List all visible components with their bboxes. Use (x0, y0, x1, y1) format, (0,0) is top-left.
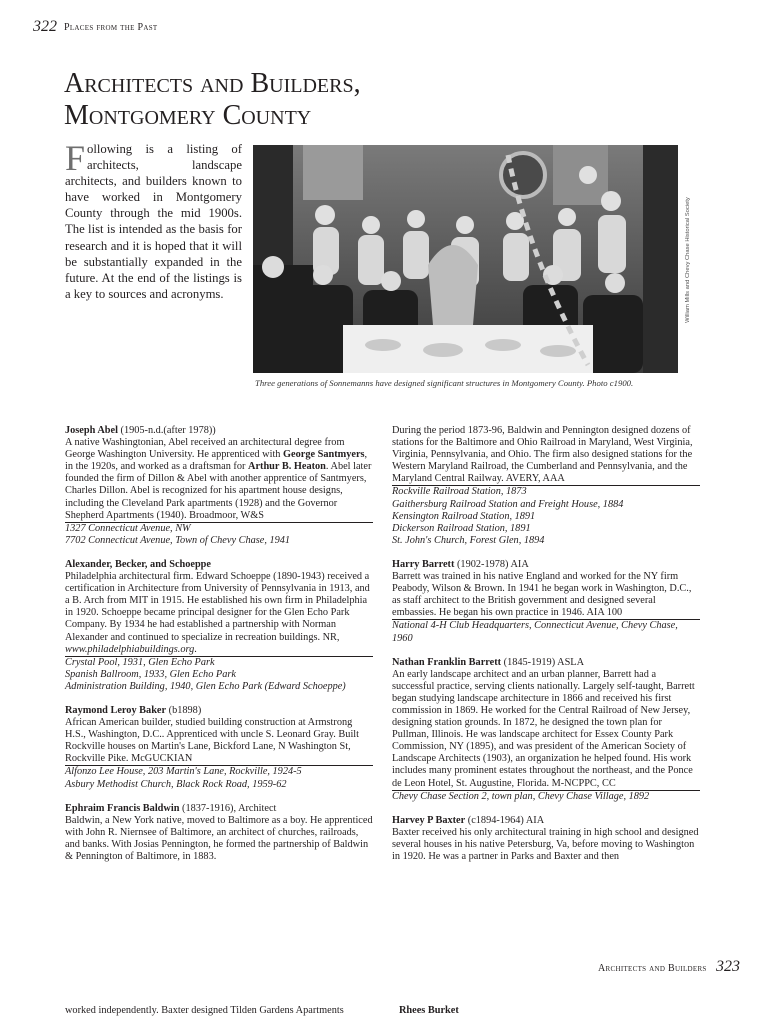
title-line-2: Montgomery County (64, 100, 312, 131)
work-item: Kensington Railroad Station, 1891 (392, 510, 536, 522)
source-url: www.philadelphiabuildings.org (65, 643, 195, 655)
entry-ephraim-baldwin (65, 803, 373, 863)
work-item: 7702 Connecticut Avenue, Town of Chevy Chase, 1941 (65, 534, 291, 546)
entry-text: A native Washingtonian, Abel received an architectural degree from George Washington University. He apprenticed with (65, 437, 345, 461)
entry-text: African American builder, studied building construction at Armstrong H.S., Washington, D.C.. Apprenticed with uncle S. Leonard Gray. Built Rockville houses on Martin's Lane, Bickford Lane, N Washington St, Rockville Pike. McGUCKIAN (65, 717, 360, 765)
work-item: Gaithersburg Railroad Station and Freight House, 1884 (392, 498, 624, 510)
page-number-right: 323 (716, 958, 740, 975)
running-header: Places from the Past (64, 22, 158, 33)
work-item: Alfonzo Lee House, 203 Martin's Lane, Rockville, 1924-5 (65, 766, 302, 778)
works-list (65, 765, 373, 790)
entry-alexander-becker-schoeppe (65, 559, 373, 693)
entry-text: . (194, 643, 197, 655)
entry-text: Baldwin, a New York native, moved to Baltimore as a boy. He apprenticed with John R. Niernsee of Baltimore, an architect of churches, railroads, and banks. With Josias Pennington, he formed the partnership of Baldwin & Pennington of Baltimore, in 1883. (65, 814, 373, 862)
entry-text: Baxter received his only architectural training in high school and designed several houses in his native Petersburg, Va, before moving to Washington in 1920. He was a partner in Parks and Baxter and then (392, 826, 699, 862)
entry-dates: (1837-1916), Architect (179, 802, 277, 814)
work-item: Chevy Chase Section 2, town plan, Chevy Chase Village, 1892 (392, 790, 650, 802)
entry-dates: (1902-1978) AIA (454, 558, 529, 570)
entry-text: . Abel later founded the firm of Dillon & Abel with another apprentice of Santmyers, Charles Dillon. Abel is recognized for his apartment house designs, including the Cleveland Park apartments (1928) and the Governor Shepherd Apartments (1940). Broadmoor, W&S (65, 461, 372, 521)
entry-text: During the period 1873-96, Baldwin and Pennington designed dozens of stations for the Baltimore and Ohio Railroad in Maryland, West Virginia, Virginia, Pennsylvania, and Ohio. The firm also designed stations for the Western Maryland Railroad, the Cumberland and Pennsylvania, and the Maryland Central Railway. AVERY, AAA (392, 425, 693, 485)
entry-baldwin-continued (392, 425, 700, 547)
entry-name: Joseph Abel (65, 425, 118, 436)
right-column (392, 425, 700, 875)
works-list (392, 485, 700, 546)
cross-ref-santmyers: George Santmyers (283, 449, 365, 461)
work-item: 1327 Connecticut Avenue, NW (65, 522, 191, 534)
entry-name: Harry Barrett (392, 558, 455, 570)
work-item: National 4-H Club Headquarters, Connecticut Avenue, Chevy Chase, 1960 (392, 620, 678, 644)
entry-text: , in the 1920s, and worked as a draftsman for (65, 449, 368, 473)
works-list (392, 619, 700, 644)
entry-text: An early landscape architect and an urban planner, Barrett had a successful practice, serving clients nationally. Largely self-taught, Barrett began studying landscape architecture in 1866 and received his first commission in 1869. He worked for the Central Railroad of New Jersey, designing station grounds. In 1872, he designed the town plan for Pullman, Illinois. He was landscape architect for Essex County Park Commission, NY (1895), and was president of the American Society of Landscape Architects (1903), an organization he helped found. His work includes many prominent estates throughout the northeast, and the Ponce de Leon Hotel, St. Augustine, Florida. M-NCPPC, CC (392, 668, 695, 789)
work-item: Crystal Pool, 1931, Glen Echo Park (65, 656, 215, 668)
work-item: St. John's Church, Forest Glen, 1894 (392, 534, 545, 546)
title-line-1: Architects and Builders, (64, 68, 361, 99)
entry-name: Raymond Leroy Baker (65, 704, 167, 716)
work-item: Administration Building, 1940, Glen Echo Park (Edward Schoeppe) (65, 680, 346, 692)
historic-group-photo (253, 145, 678, 373)
photo-credit: William Mills and Chevy Chase Historical Society (685, 196, 691, 323)
cross-ref-heaton: Arthur B. Heaton (248, 461, 326, 473)
works-list (65, 656, 373, 693)
entry-dates: (1905-n.d.(after 1978)) (117, 425, 216, 436)
left-column (65, 425, 373, 875)
work-item: Rockville Railroad Station, 1873 (392, 486, 527, 498)
running-footer: Architects and Builders (598, 963, 707, 974)
work-item: Spanish Ballroom, 1933, Glen Echo Park (65, 668, 236, 680)
work-item: Asbury Methodist Church, Black Rock Road, 1959-62 (65, 778, 287, 790)
next-page-text: worked independently. Baxter designed Tilden Gardens Apartments (65, 1005, 344, 1016)
work-item: Dickerson Railroad Station, 1891 (392, 522, 531, 534)
entry-name: Alexander, Becker, and Schoeppe (65, 558, 211, 570)
entry-name: Harvey P Baxter (392, 814, 466, 826)
entry-nathan-barrett (392, 657, 700, 803)
entry-harvey-baxter (392, 815, 700, 863)
entry-dates: (b1898) (166, 704, 202, 716)
entry-raymond-baker (65, 705, 373, 791)
page-number-left: 322 (33, 18, 57, 35)
works-list (65, 522, 373, 547)
page-title (64, 68, 484, 132)
intro-paragraph (65, 138, 242, 302)
entry-joseph-abel (65, 425, 373, 547)
entry-text: Philadelphia architectural firm. Edward Schoeppe (1890-1943) received a certification in Architecture from University of Pennsylvania in 1913, and a B. Arch from MIT in 1915. He established his own firm in Philadelphia in 1920. Schoeppe became principal designer for the Glen Echo Park Company. By 1934 he had established a partnership with Norman Alexander and continued to specialize in recreation buildings. NR, (65, 571, 370, 643)
entry-name: Nathan Franklin Barrett (392, 656, 502, 668)
intro-text: ollowing is a listing of architects, landscape architects, and builders known to have worked in Montgomery County through the mid 1900s. The list is intended as the basis for research and it is hoped that it will be substantially expanded in the future. At the end of the listings is a key to sources and acronyms. (65, 142, 242, 301)
drop-cap: F (65, 138, 86, 178)
photo-illustration (253, 145, 678, 373)
entry-name: Ephraim Francis Baldwin (65, 802, 180, 814)
entry-dates: (c1894-1964) AIA (465, 814, 545, 826)
entry-dates: (1845-1919) ASLA (501, 656, 585, 668)
next-page-heading: Rhees Burket (399, 1005, 459, 1016)
entry-harry-barrett (392, 559, 700, 645)
photo-caption: Three generations of Sonnemanns have designed significant structures in Montgomery County. Photo c1900. (255, 378, 634, 388)
entry-text: Barrett was trained in his native England and worked for the NY firm Peabody, Wilson & Brown. In 1941 he began work in Washington, D.C., as staff architect to the British government and designed several embassies. He began his own practice in 1946. AIA 100 (392, 571, 692, 619)
works-list (392, 790, 700, 803)
